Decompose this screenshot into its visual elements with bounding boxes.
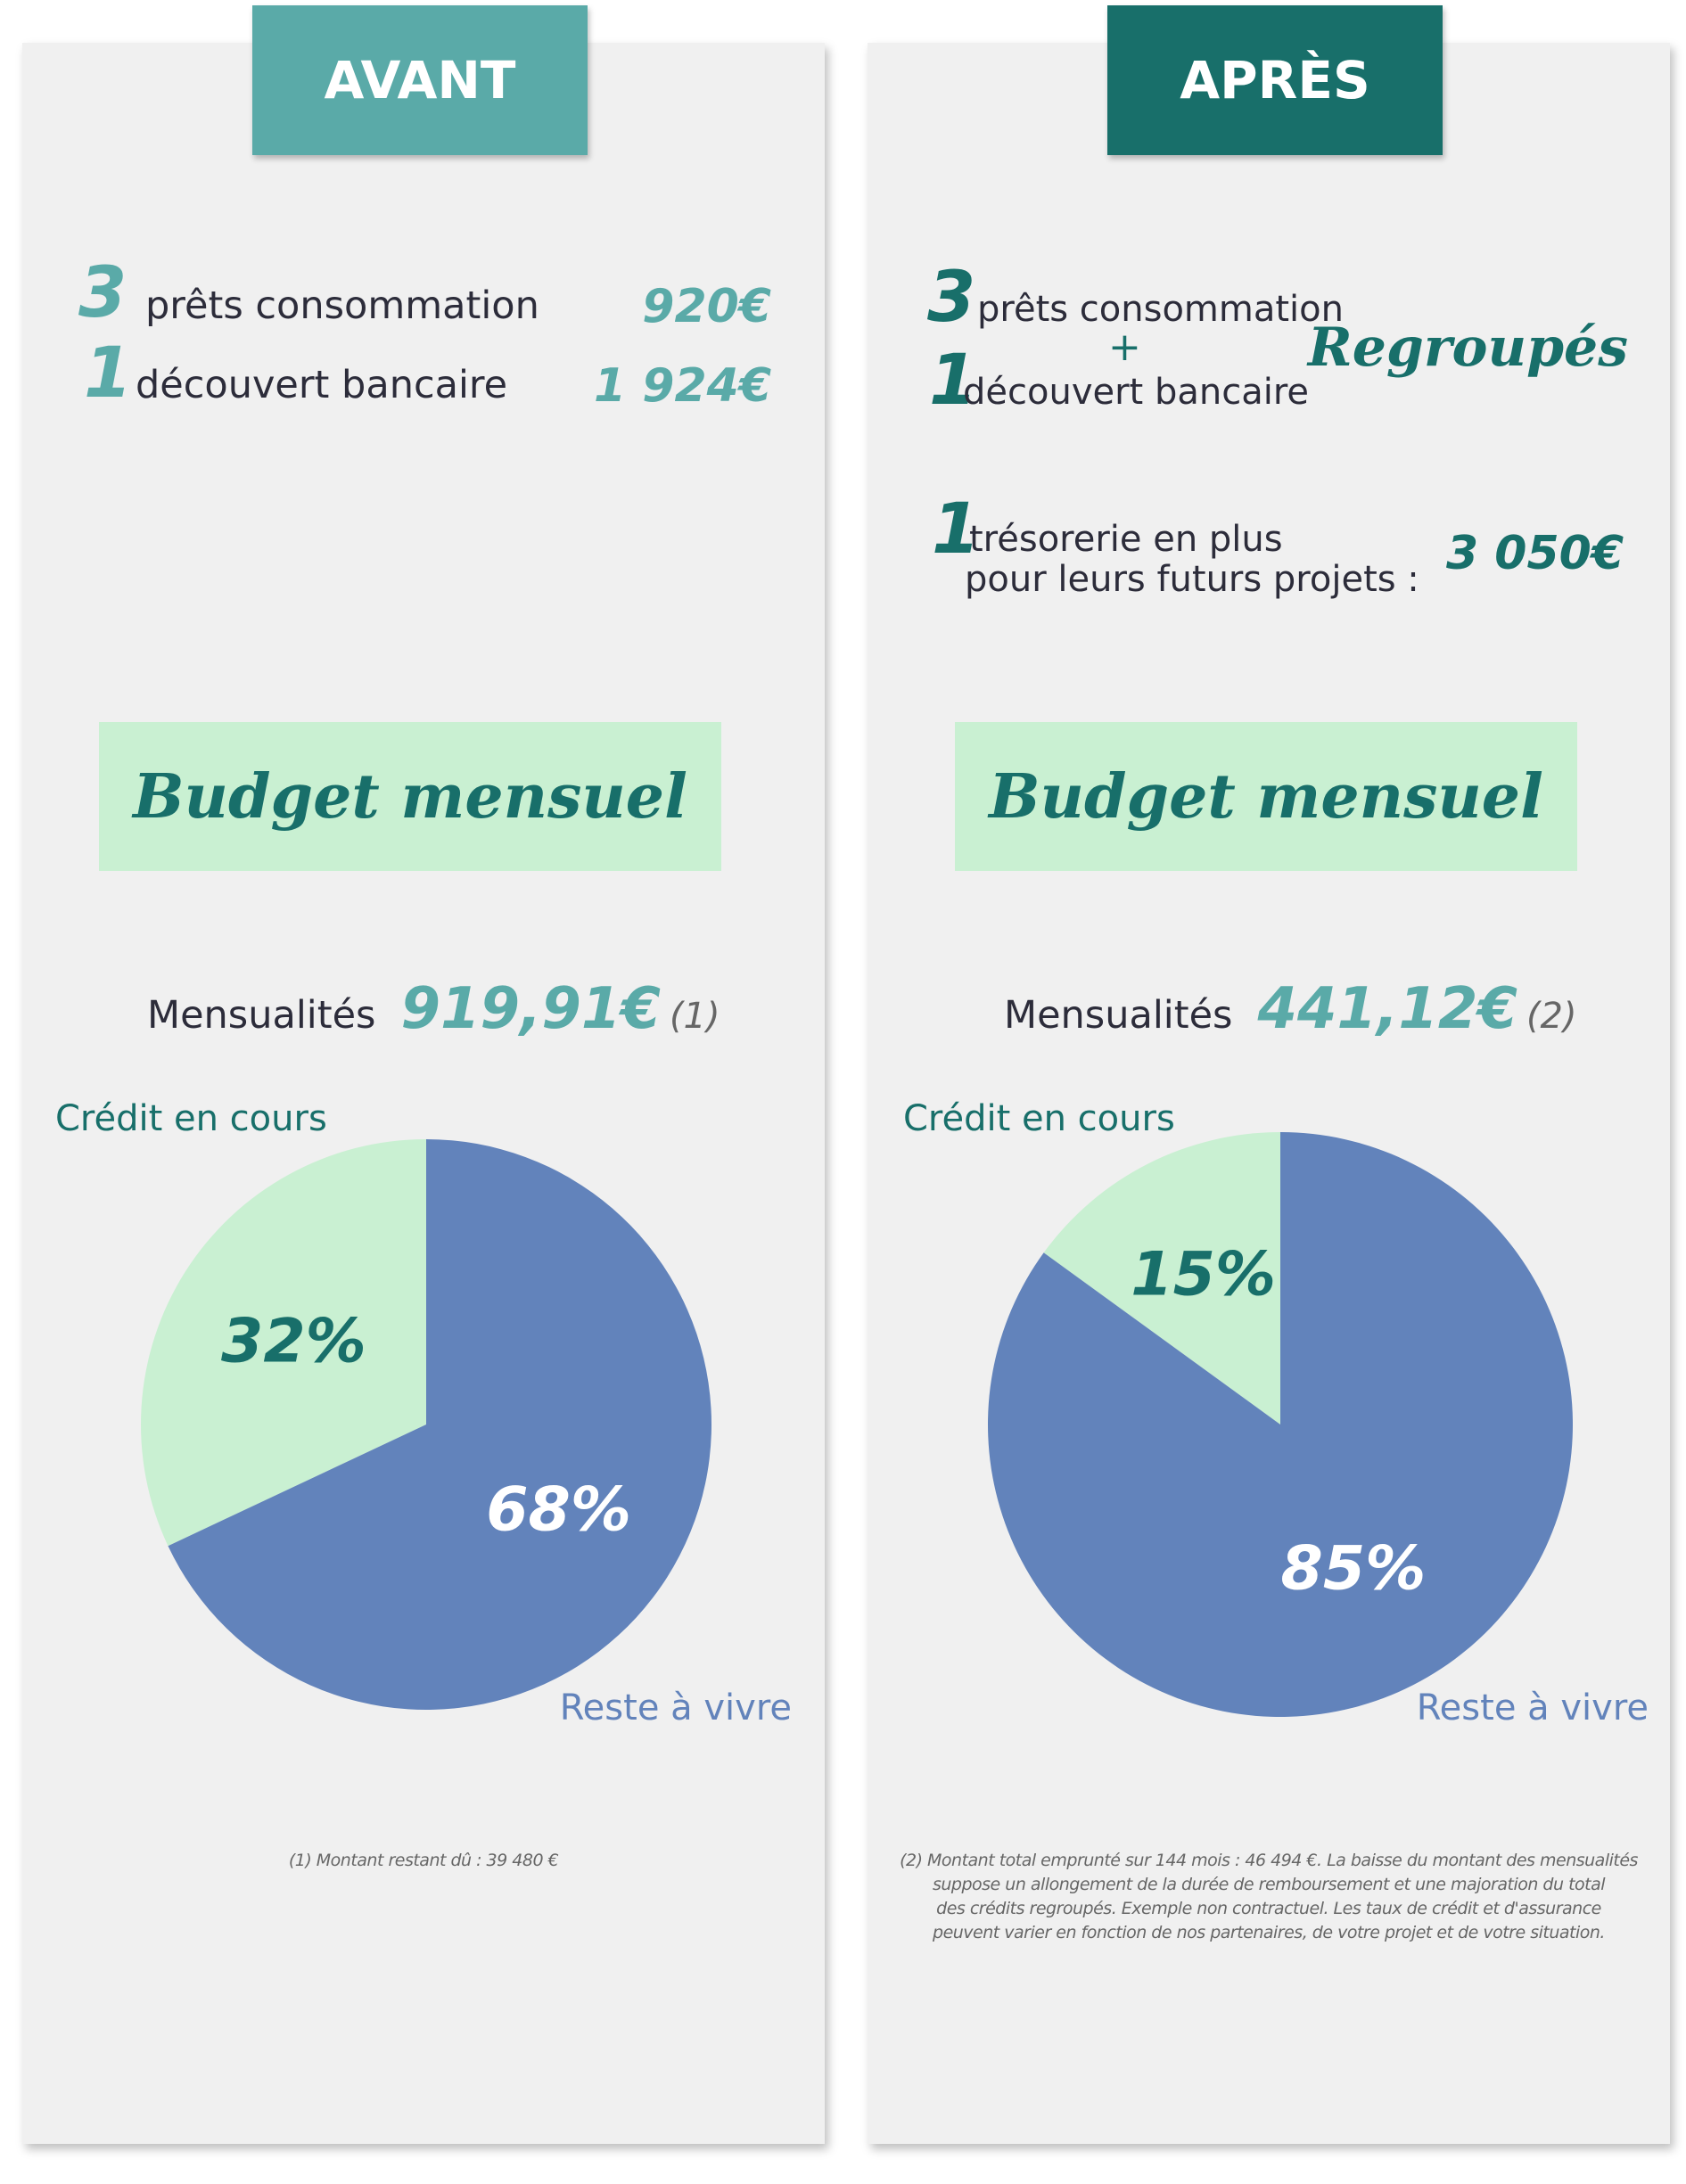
pie-label-reste: 85% xyxy=(1280,1533,1427,1605)
loan-count: 3 xyxy=(927,258,976,338)
footnote-line: suppose un allongement de la durée de remboursement et une majoration du total xyxy=(932,1875,1606,1894)
mensualites-value: 441,12€ xyxy=(1257,976,1517,1042)
overdraft-label: découvert bancaire xyxy=(963,372,1309,413)
overdraft-count: 1 xyxy=(929,341,978,421)
footnote-before: (1) Montant restant dû : 39 480 € xyxy=(288,1851,559,1870)
reste-label: Reste à vivre xyxy=(1416,1687,1649,1728)
before-tab: AVANT xyxy=(252,5,588,155)
overdraft-label: découvert bancaire xyxy=(136,363,508,407)
credit-label: Crédit en cours xyxy=(55,1098,327,1139)
mensualites-value: 919,91€ xyxy=(400,976,661,1042)
after-tab: APRÈS xyxy=(1107,5,1443,155)
grouped-label: Regroupés xyxy=(1307,316,1628,379)
mensualites-note: (2) xyxy=(1526,996,1577,1037)
pie-label-credit: 32% xyxy=(221,1306,366,1377)
mensualites-note: (1) xyxy=(669,996,720,1037)
mensualites-label: Mensualités xyxy=(147,993,376,1038)
pie-label-reste: 68% xyxy=(486,1474,631,1546)
footnote-after xyxy=(868,1849,1670,1945)
credit-label: Crédit en cours xyxy=(903,1098,1175,1139)
reste-label: Reste à vivre xyxy=(559,1687,792,1728)
footnote-line: (2) Montant total emprunté sur 144 mois : 46 494 €. La baisse du montant des mensualités xyxy=(900,1851,1638,1870)
footnote-line: peuvent varier en fonction de nos partenaires, de votre projet et de votre situation. xyxy=(933,1923,1605,1942)
overdraft-amount: 1 924€ xyxy=(593,359,771,413)
treasury-line1: trésorerie en plus xyxy=(969,519,1283,560)
mensualites-label: Mensualités xyxy=(1004,993,1233,1038)
treasury-amount: 3 050€ xyxy=(1445,527,1624,580)
pie-label-credit: 15% xyxy=(1131,1239,1277,1310)
loan-amount: 920€ xyxy=(642,280,771,333)
budget-title: Budget mensuel xyxy=(99,722,721,871)
loan-label: prêts consommation xyxy=(977,289,1344,330)
footnote-line: des crédits regroupés. Exemple non contractuel. Les taux de crédit et d'assurance xyxy=(936,1899,1601,1918)
treasury-count: 1 xyxy=(932,489,981,570)
budget-title: Budget mensuel xyxy=(955,722,1577,871)
loan-label: prêts consommation xyxy=(145,283,539,328)
treasury-line2: pour leurs futurs projets : xyxy=(965,559,1419,600)
loan-count: 3 xyxy=(78,253,127,333)
plus-sign: + xyxy=(1108,324,1141,370)
overdraft-count: 1 xyxy=(84,333,133,414)
